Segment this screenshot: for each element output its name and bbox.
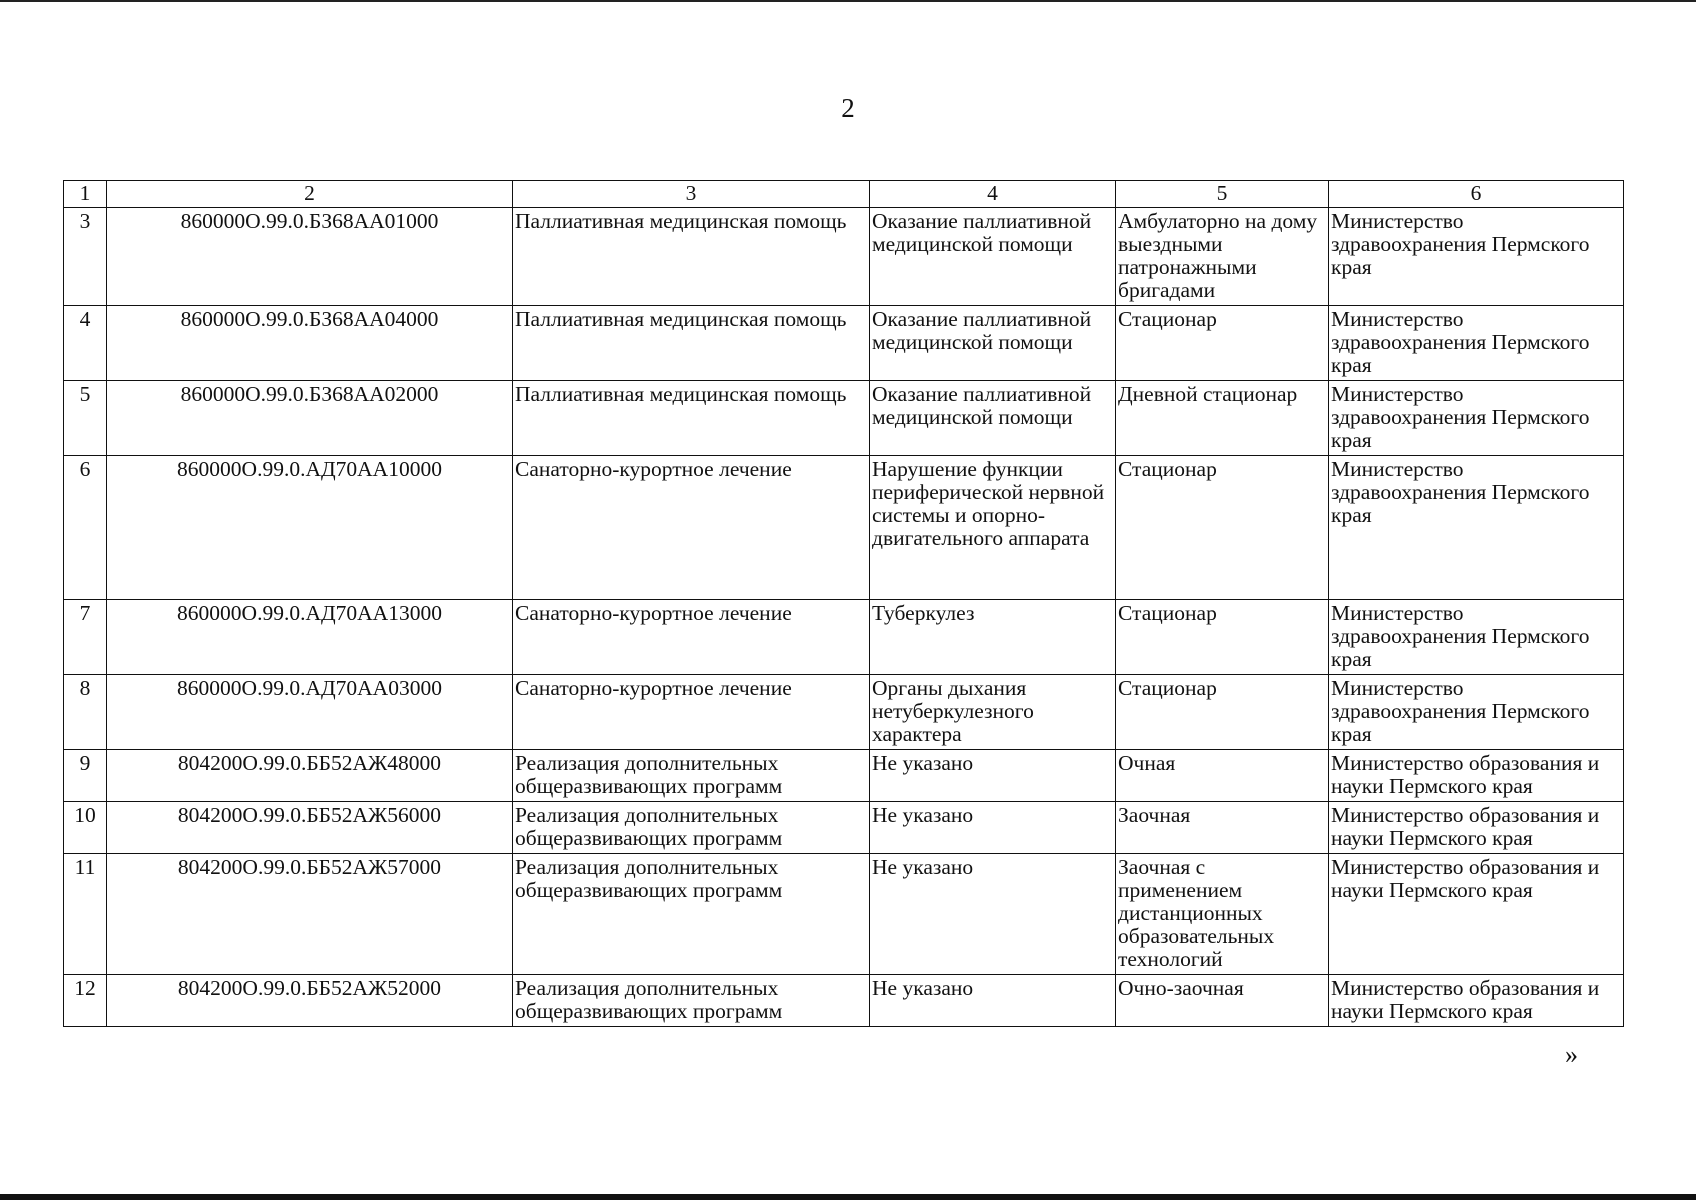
service-conditions: Стационар xyxy=(1116,675,1329,750)
service-name: Санаторно-курортное лечение xyxy=(513,456,870,600)
row-number: 9 xyxy=(64,750,107,802)
closing-quote-mark: » xyxy=(1565,1040,1578,1069)
table-row xyxy=(64,208,1624,306)
column-number-row xyxy=(64,181,1624,208)
service-name: Реализация дополнительных общеразвивающих программ xyxy=(513,750,870,802)
service-content: Органы дыхания нетуберкулезного характера xyxy=(870,675,1116,750)
registry-code: 860000О.99.0.АД70АА10000 xyxy=(107,456,513,600)
table-row xyxy=(64,975,1624,1027)
row-number: 11 xyxy=(64,854,107,975)
scan-edge-bottom xyxy=(0,1194,1696,1200)
service-content: Туберкулез xyxy=(870,600,1116,675)
table-row xyxy=(64,600,1624,675)
service-content: Оказание паллиативной медицинской помощи xyxy=(870,208,1116,306)
table-row xyxy=(64,381,1624,456)
registry-code: 860000О.99.0.АД70АА03000 xyxy=(107,675,513,750)
registry-code: 860000О.99.0.БЗ68АА01000 xyxy=(107,208,513,306)
row-number: 3 xyxy=(64,208,107,306)
registry-code: 804200О.99.0.ББ52АЖ56000 xyxy=(107,802,513,854)
responsible-authority: Министерство здравоохранения Пермского края xyxy=(1329,208,1624,306)
service-name: Паллиативная медицинская помощь xyxy=(513,208,870,306)
service-conditions: Стационар xyxy=(1116,306,1329,381)
column-header: 3 xyxy=(513,181,870,208)
service-conditions: Заочная с применением дистанционных образовательных технологий xyxy=(1116,854,1329,975)
responsible-authority: Министерство образования и науки Пермского края xyxy=(1329,854,1624,975)
row-number: 7 xyxy=(64,600,107,675)
service-conditions: Очная xyxy=(1116,750,1329,802)
table-row xyxy=(64,306,1624,381)
responsible-authority: Министерство здравоохранения Пермского края xyxy=(1329,306,1624,381)
column-header: 6 xyxy=(1329,181,1624,208)
service-content: Не указано xyxy=(870,750,1116,802)
table-row xyxy=(64,456,1624,600)
responsible-authority: Министерство здравоохранения Пермского края xyxy=(1329,456,1624,600)
service-conditions: Стационар xyxy=(1116,456,1329,600)
service-conditions: Амбулаторно на дому выездными патронажными бригадами xyxy=(1116,208,1329,306)
scan-edge-top xyxy=(0,0,1696,2)
table-row xyxy=(64,854,1624,975)
service-conditions: Заочная xyxy=(1116,802,1329,854)
registry-code: 804200О.99.0.ББ52АЖ48000 xyxy=(107,750,513,802)
page-number: 2 xyxy=(841,93,855,123)
service-conditions: Стационар xyxy=(1116,600,1329,675)
row-number: 5 xyxy=(64,381,107,456)
responsible-authority: Министерство здравоохранения Пермского края xyxy=(1329,381,1624,456)
responsible-authority: Министерство образования и науки Пермского края xyxy=(1329,802,1624,854)
column-header: 1 xyxy=(64,181,107,208)
registry-table xyxy=(63,180,1624,1027)
row-number: 4 xyxy=(64,306,107,381)
table-row xyxy=(64,802,1624,854)
registry-code: 860000О.99.0.БЗ68АА02000 xyxy=(107,381,513,456)
service-name: Санаторно-курортное лечение xyxy=(513,600,870,675)
registry-code: 860000О.99.0.АД70АА13000 xyxy=(107,600,513,675)
service-content: Не указано xyxy=(870,854,1116,975)
column-header: 4 xyxy=(870,181,1116,208)
responsible-authority: Министерство здравоохранения Пермского края xyxy=(1329,600,1624,675)
service-name: Паллиативная медицинская помощь xyxy=(513,306,870,381)
column-header: 5 xyxy=(1116,181,1329,208)
registry-code: 804200О.99.0.ББ52АЖ52000 xyxy=(107,975,513,1027)
table-row xyxy=(64,675,1624,750)
service-conditions: Дневной стационар xyxy=(1116,381,1329,456)
registry-code: 860000О.99.0.БЗ68АА04000 xyxy=(107,306,513,381)
service-content: Не указано xyxy=(870,975,1116,1027)
service-name: Паллиативная медицинская помощь xyxy=(513,381,870,456)
service-content: Нарушение функции периферической нервной системы и опорно-двигательного аппарата xyxy=(870,456,1116,600)
responsible-authority: Министерство образования и науки Пермского края xyxy=(1329,975,1624,1027)
service-content: Оказание паллиативной медицинской помощи xyxy=(870,306,1116,381)
service-name: Реализация дополнительных общеразвивающих программ xyxy=(513,802,870,854)
row-number: 8 xyxy=(64,675,107,750)
table-row xyxy=(64,750,1624,802)
row-number: 12 xyxy=(64,975,107,1027)
service-name: Реализация дополнительных общеразвивающих программ xyxy=(513,854,870,975)
registry-code: 804200О.99.0.ББ52АЖ57000 xyxy=(107,854,513,975)
column-header: 2 xyxy=(107,181,513,208)
responsible-authority: Министерство образования и науки Пермского края xyxy=(1329,750,1624,802)
service-conditions: Очно-заочная xyxy=(1116,975,1329,1027)
service-content: Не указано xyxy=(870,802,1116,854)
row-number: 6 xyxy=(64,456,107,600)
service-content: Оказание паллиативной медицинской помощи xyxy=(870,381,1116,456)
responsible-authority: Министерство здравоохранения Пермского края xyxy=(1329,675,1624,750)
service-name: Санаторно-курортное лечение xyxy=(513,675,870,750)
row-number: 10 xyxy=(64,802,107,854)
service-name: Реализация дополнительных общеразвивающих программ xyxy=(513,975,870,1027)
